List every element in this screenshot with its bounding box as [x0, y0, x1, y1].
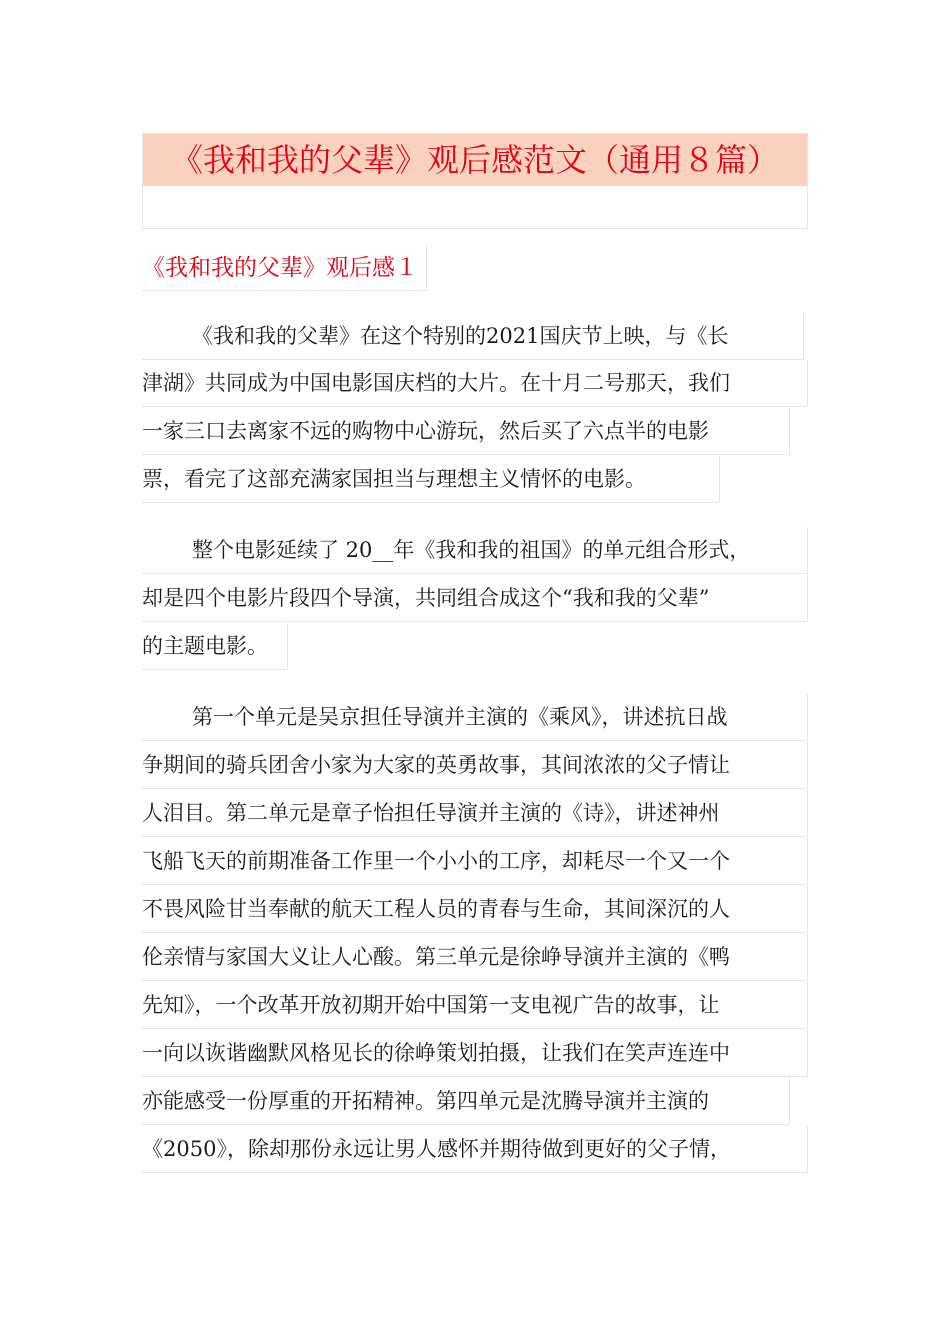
paragraph-1-line-2: 津湖》共同成为中国电影国庆档的大片。在十月二号那天，我们 — [142, 360, 808, 407]
paragraph-1-line-3: 一家三口去离家不远的购物中心游玩，然后买了六点半的电影 — [142, 408, 790, 455]
paragraph-3-line-4: 飞船飞天的前期准备工作里一个小小的工序，却耗尽一个又一个 — [142, 838, 808, 885]
paragraph-3-line-6: 伦亲情与家国大义让人心酸。第三单元是徐峥导演并主演的《鸭 — [142, 934, 808, 981]
title-box — [142, 133, 808, 229]
paragraph-3-line-2: 争期间的骑兵团舍小家为大家的英勇故事，其间浓浓的父子情让 — [142, 742, 808, 789]
paragraph-2-line-2: 却是四个电影片段四个导演，共同组合成这个“我和我的父辈” — [142, 575, 808, 622]
document-title: 《我和我的父辈》观后感范文（通用８篇） — [170, 141, 779, 179]
paragraph-3-line-7: 先知》，一个改革开放初期开始中国第一支电视广告的故事，让 — [142, 982, 808, 1029]
paragraph-2-line-1: 整个电影延续了 20__年《我和我的祖国》的单元组合形式， — [142, 527, 808, 574]
paragraph-3-line-9: 亦能感受一份厚重的开拓精神。第四单元是沈腾导演并主演的 — [142, 1078, 790, 1125]
paragraph-3-line-8: 一向以诙谐幽默风格见长的徐峥策划拍摄，让我们在笑声连连中 — [142, 1030, 808, 1077]
paragraph-2-line-3: 的主题电影。 — [142, 623, 288, 670]
paragraph-1-line-4: 票，看完了这部充满家国担当与理想主义情怀的电影。 — [142, 456, 720, 503]
paragraph-3-line-3: 人泪目。第二单元是章子怡担任导演并主演的《诗》，讲述神州 — [142, 790, 808, 837]
paragraph-3-line-5: 不畏风险甘当奉献的航天工程人员的青春与生命，其间深沉的人 — [142, 886, 808, 933]
paragraph-1-line-1: 《我和我的父辈》在这个特别的2021国庆节上映，与《长 — [142, 313, 804, 360]
paragraph-3-line-1: 第一个单元是吴京担任导演并主演的《乘风》，讲述抗日战 — [142, 694, 808, 741]
section-heading: 《我和我的父辈》观后感１ — [142, 246, 427, 291]
paragraph-3-line-10: 《2050》，除却那份永远让男人感怀并期待做到更好的父子情， — [142, 1126, 808, 1173]
